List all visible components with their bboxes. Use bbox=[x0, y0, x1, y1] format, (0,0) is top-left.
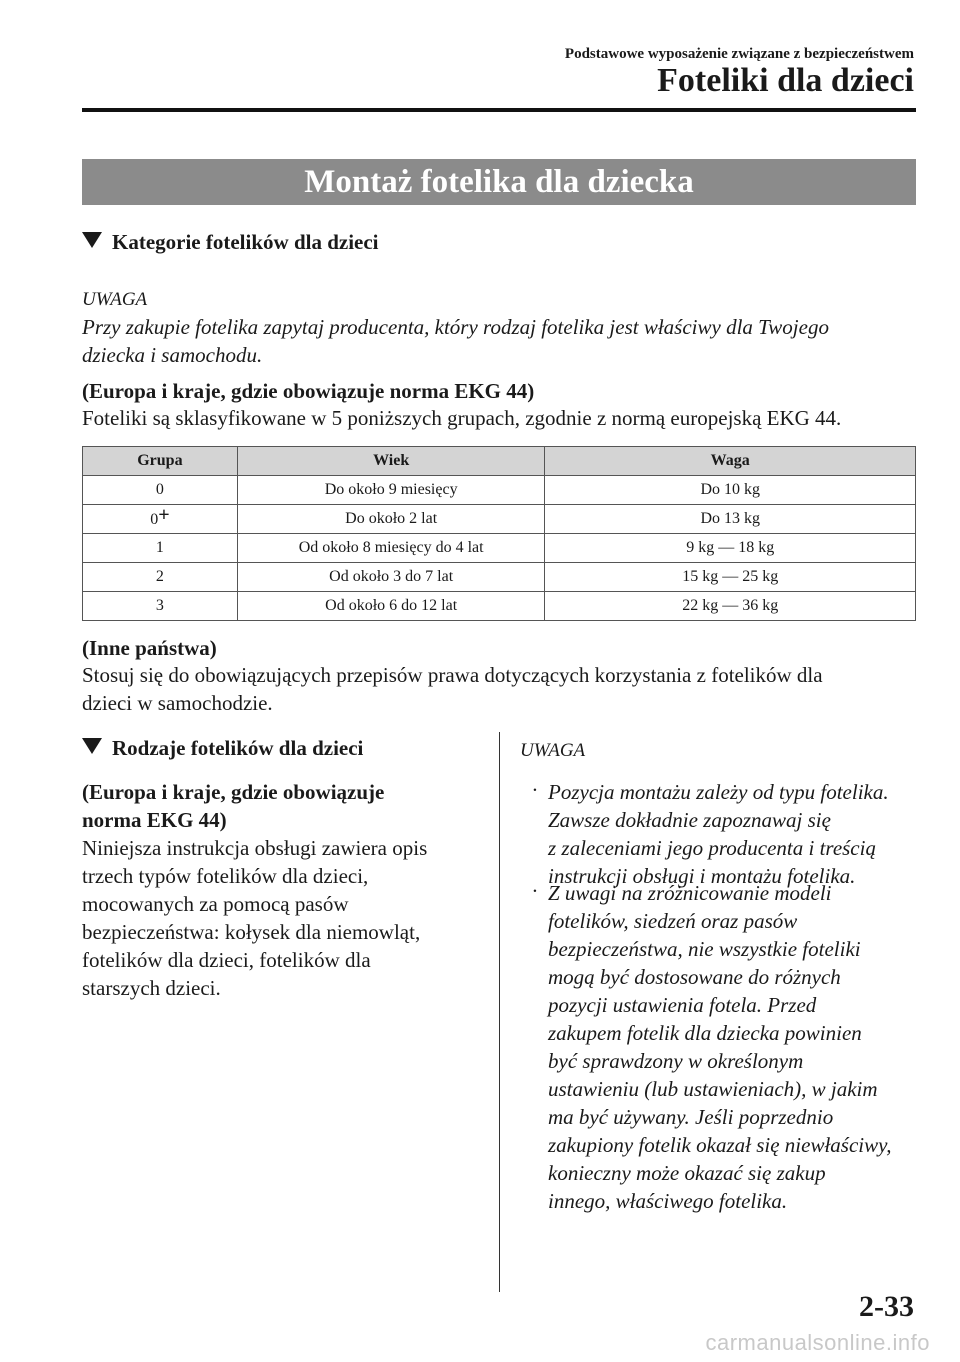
bullet-line: ma być używany. Jeśli poprzednio bbox=[548, 1105, 834, 1129]
watermark: carmanualsonline.info bbox=[705, 1330, 930, 1355]
bullet-line: innego, właściwego fotelika. bbox=[548, 1189, 788, 1213]
bullet-line: Pozycja montażu zależy od typu fotelika. bbox=[548, 780, 889, 804]
note-bullet-1 bbox=[520, 778, 920, 890]
section-heading-categories bbox=[82, 230, 379, 255]
note-line-1: Przy zakupie fotelika zapytaj producenta, który rodzaj fotelika jest właściwy dla Twojego bbox=[82, 315, 829, 339]
bullet-line: być sprawdzony w określonym bbox=[548, 1049, 804, 1073]
page-number: 2-33 bbox=[859, 1290, 914, 1323]
table-row bbox=[83, 563, 916, 592]
table-row bbox=[83, 505, 916, 534]
column-divider bbox=[499, 732, 500, 1292]
note-bullet-2 bbox=[520, 879, 920, 1215]
note-label: UWAGA bbox=[82, 289, 148, 310]
table-cell: Od około 6 do 12 lat bbox=[237, 592, 545, 621]
triangle-marker-icon bbox=[82, 232, 102, 248]
table-cell: 0 bbox=[83, 476, 238, 505]
note-line-2: dziecka i samochodu. bbox=[82, 343, 263, 367]
plus-mark: + bbox=[158, 503, 170, 526]
table-cell: 9 kg — 18 kg bbox=[545, 534, 916, 563]
table-cell: 2 bbox=[83, 563, 238, 592]
table-header-cell: Wiek bbox=[237, 447, 545, 476]
bullet-line: Z uwagi na zróżnicowanie modeli bbox=[548, 881, 832, 905]
header-rule bbox=[82, 108, 916, 112]
bullet-line: konieczny może okazać się zakup bbox=[548, 1161, 826, 1185]
section-heading-types bbox=[82, 736, 363, 761]
types-body bbox=[82, 834, 427, 1002]
body-line: mocowanych za pomocą pasów bbox=[82, 892, 349, 916]
types-europe-heading-1: (Europa i kraje, gdzie obowiązuje bbox=[82, 780, 385, 804]
bullet-dot-icon: · bbox=[532, 778, 538, 802]
bullet-line: bezpieczeństwa, nie wszystkie foteliki bbox=[548, 937, 861, 961]
other-countries-heading: (Inne państwa) bbox=[82, 636, 217, 660]
triangle-marker-icon bbox=[82, 738, 102, 754]
right-note-label: UWAGA bbox=[520, 740, 586, 761]
section-heading-text: Kategorie fotelików dla dzieci bbox=[112, 230, 379, 254]
bullet-line: zakupem fotelik dla dziecka powinien bbox=[548, 1021, 862, 1045]
table-cell: Do około 9 miesięcy bbox=[237, 476, 545, 505]
table-cell: Do 10 kg bbox=[545, 476, 916, 505]
header-section-label: Podstawowe wyposażenie związane z bezpieczeństwem bbox=[564, 46, 914, 62]
table-row bbox=[83, 534, 916, 563]
bullet-line: fotelików, siedzeń oraz pasów bbox=[548, 909, 798, 933]
bullet-dot-icon: · bbox=[532, 879, 538, 903]
bullet-line: ustawieniu (lub ustawieniach), w jakim bbox=[548, 1077, 878, 1101]
table-cell: 22 kg — 36 kg bbox=[545, 592, 916, 621]
europe-heading: (Europa i kraje, gdzie obowiązuje norma EKG 44) bbox=[82, 379, 535, 403]
header-title: Foteliki dla dzieci bbox=[657, 62, 914, 99]
body-line: bezpieczeństwa: kołysek dla niemowląt, bbox=[82, 920, 421, 944]
table-cell: Od około 3 do 7 lat bbox=[237, 563, 545, 592]
body-line: trzech typów fotelików dla dzieci, bbox=[82, 864, 369, 888]
table-cell: 0+ bbox=[83, 505, 238, 534]
table-header-row bbox=[83, 447, 916, 476]
table-cell: 3 bbox=[83, 592, 238, 621]
table-cell: Od około 8 miesięcy do 4 lat bbox=[237, 534, 545, 563]
table-cell: Do około 2 lat bbox=[237, 505, 545, 534]
table-cell: Do 13 kg bbox=[545, 505, 916, 534]
table-header-cell: Grupa bbox=[83, 447, 238, 476]
bullet-line: Zawsze dokładnie zapoznawaj się bbox=[548, 808, 831, 832]
table-row bbox=[83, 592, 916, 621]
body-line: starszych dzieci. bbox=[82, 976, 221, 1000]
bullet-item bbox=[520, 778, 920, 890]
bullet-line: zakupiony fotelik okazał się niewłaściwy, bbox=[548, 1133, 892, 1157]
table-row bbox=[83, 476, 916, 505]
types-europe-heading-2: norma EKG 44) bbox=[82, 808, 227, 832]
section-banner: Montaż fotelika dla dziecka bbox=[82, 159, 916, 205]
bullet-line: pozycji ustawienia fotela. Przed bbox=[548, 993, 817, 1017]
other-countries-line-1: Stosuj się do obowiązujących przepisów prawa dotyczących korzystania z fotelików dla bbox=[82, 663, 823, 687]
table-cell: 15 kg — 25 kg bbox=[545, 563, 916, 592]
section-heading-text: Rodzaje fotelików dla dzieci bbox=[112, 736, 364, 760]
bullet-line: mogą być dostosowane do różnych bbox=[548, 965, 841, 989]
table-cell: 1 bbox=[83, 534, 238, 563]
bullet-line: instrukcji obsługi i montażu fotelika. bbox=[548, 864, 856, 888]
table-header-cell: Waga bbox=[545, 447, 916, 476]
other-countries-line-2: dzieci w samochodzie. bbox=[82, 691, 273, 715]
bullet-item bbox=[520, 879, 920, 1215]
body-line: fotelików dla dzieci, fotelików dla bbox=[82, 948, 371, 972]
bullet-line: z zaleceniami jego producenta i treścią bbox=[548, 836, 876, 860]
body-line: Niniejsza instrukcja obsługi zawiera opis bbox=[82, 836, 428, 860]
seat-group-table bbox=[82, 446, 916, 621]
europe-text: Foteliki są sklasyfikowane w 5 poniższych grupach, zgodnie z normą europejską EKG 44. bbox=[82, 406, 842, 430]
